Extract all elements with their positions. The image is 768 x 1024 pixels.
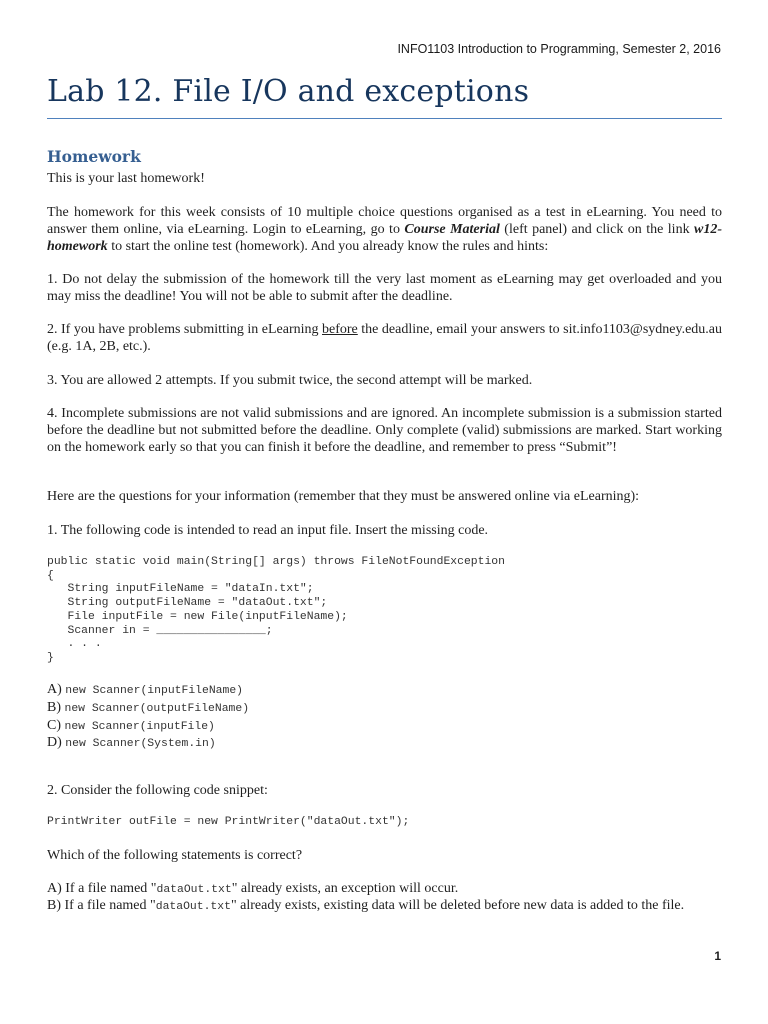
question-2-code: PrintWriter outFile = new PrintWriter("dataOut.txt"); xyxy=(47,816,410,828)
question-2-question: Which of the following statements is correct? xyxy=(47,848,303,863)
question-1-prompt: 1. The following code is intended to read an input file. Insert the missing code. xyxy=(47,523,489,538)
questions-intro: Here are the questions for your information (remember that they must be answered online via eLearning): xyxy=(47,489,640,504)
question-2-option-b: B) If a file named "dataOut.txt" already exists, existing data will be deleted before new data is added to the file. xyxy=(47,898,685,913)
homework-description: The homework for this week consists of 10 multiple choice questions organised as a test in eLearning. You need to answer them online, via eLearning. Login to eLearning, go to Course Material (left panel) and click on the link w12-homework to start the online test (homework). And you already know the rules and hints: xyxy=(47,205,723,254)
option-b: B) new Scanner(outputFileName) xyxy=(47,699,250,715)
running-header: INFO1103 Introduction to Programming, Semester 2, 2016 xyxy=(397,42,721,56)
title-rule xyxy=(47,118,722,119)
page-number: 1 xyxy=(714,949,721,963)
rule-2: 2. If you have problems submitting in eLearning before the deadline, email your answers to sit.info1103@sydney.edu.au (e.g. 1A, 2B, etc.). xyxy=(47,322,722,354)
question-2-prompt: 2. Consider the following code snippet: xyxy=(47,783,268,798)
rule-1: 1. Do not delay the submission of the homework till the very last moment as eLearning may get overloaded and you may miss the deadline! You will not be able to submit after the deadline. xyxy=(47,272,722,304)
question-2-option-a: A) If a file named "dataOut.txt" already exists, an exception will occur. xyxy=(47,881,459,896)
question-1-options xyxy=(47,682,722,753)
intro-text: This is your last homework! xyxy=(47,171,205,186)
rule-4: 4. Incomplete submissions are not valid submissions and are ignored. An incomplete submission is a submission started before the deadline but not submitted before the deadline. Only complete (valid) submissions are marked. Start working on the homework early so that you can finish it before the deadline, and remember to press “Submit”! xyxy=(47,406,722,455)
option-d: D) new Scanner(System.in) xyxy=(47,735,216,751)
page-title: Lab 12. File I/O and exceptions xyxy=(47,74,530,109)
rule-3: 3. You are allowed 2 attempts. If you submit twice, the second attempt will be marked. xyxy=(47,373,533,388)
section-heading: Homework xyxy=(47,147,141,166)
option-a: A) new Scanner(inputFileName) xyxy=(47,682,244,697)
question-1-code: public static void main(String[] args) throws FileNotFoundException { String inputFileName = "dataIn.txt"; String outputFileName = "dataOut.txt"; File inputFile = new File(inputFileName); Scanner in = ________________; . . . } xyxy=(47,556,505,664)
option-c: C) new Scanner(inputFile) xyxy=(47,717,215,733)
